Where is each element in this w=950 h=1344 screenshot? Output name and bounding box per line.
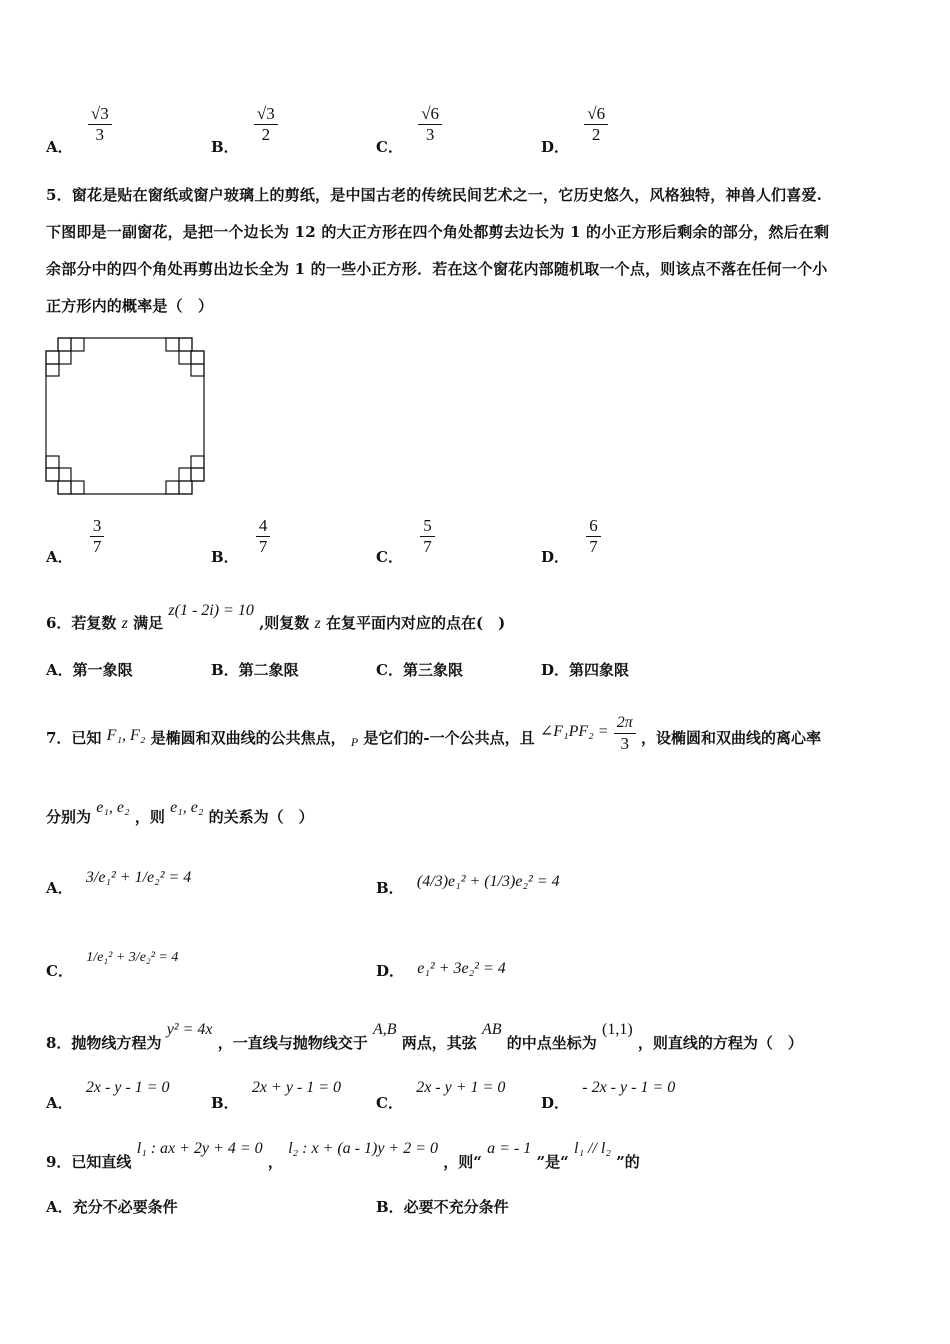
q7-option-d[interactable] [376, 935, 506, 980]
q5-stem [46, 177, 916, 325]
q5-option-c[interactable] [376, 516, 435, 566]
q9-mid1: ，则“ [443, 1153, 482, 1171]
q4-option-label: B． [211, 137, 239, 156]
q7-option-a-expr: 3/e₁² + 1/e₂² = 4 [85, 869, 192, 886]
q8-option-a[interactable] [46, 1076, 170, 1112]
q4-option-label: C． [376, 137, 403, 156]
q5-option-numerator: 6 [586, 516, 601, 537]
q4-option-numerator: √3 [88, 104, 112, 125]
q8-option-label: A． [46, 1094, 73, 1112]
q4-option-numerator: √3 [254, 104, 278, 125]
q4-option-a[interactable] [46, 104, 112, 156]
q8-parabola: y² = 4x [166, 1021, 213, 1038]
q7-mid1: 是椭圆和双曲线的公共焦点， [150, 728, 346, 747]
q8-option-c-expr: 2x - y + 1 = 0 [416, 1079, 506, 1096]
q4-option-numerator: √6 [418, 104, 442, 125]
q8-suffix: ，则直线的方程为（ ） [637, 1034, 803, 1052]
q7-stem-line1 [46, 693, 821, 753]
q6-prefix: 6．若复数 [46, 614, 117, 632]
q8-midpoint: (1,1) [602, 1021, 633, 1038]
q7-option-c-expr: 1/e₁² + 3/e₂² = 4 [86, 950, 179, 965]
q6-mid1: 满足 [133, 614, 164, 632]
q8-option-d-expr: - 2x - y - 1 = 0 [582, 1079, 676, 1096]
q9-stem [46, 1137, 640, 1171]
q6-var-z2: z [314, 615, 321, 632]
q5-option-numerator: 5 [420, 516, 435, 537]
q7-option-b-expr: (4/3)e₁² + (1/3)e₂² = 4 [416, 873, 560, 890]
q4-option-d[interactable] [541, 104, 608, 156]
q9-prefix: 9．已知直线 [46, 1153, 132, 1171]
q5-line-3: 余部分中的四个角处再剪出边长全为 1 的一些小正方形．若在这个窗花内部随机取一个点，则该点不落在任何一个小 [46, 260, 828, 278]
q7-point-p: P [350, 734, 359, 749]
q8-mid1: ，一直线与抛物线交于 [217, 1034, 368, 1052]
q5-option-numerator: 4 [256, 516, 271, 537]
q7-foci: F₁, F₂ [106, 726, 146, 744]
q5-option-label: A． [46, 547, 73, 566]
q8-option-d[interactable] [541, 1076, 676, 1112]
q5-option-label: B． [211, 547, 239, 566]
q9-cond1: a = - 1 [487, 1140, 532, 1157]
q9-suffix: ”的 [616, 1153, 640, 1171]
q4-option-b[interactable] [211, 104, 278, 156]
q4-option-c[interactable] [376, 104, 442, 156]
q9-option-a[interactable]: A．充分不必要条件 [46, 1198, 178, 1216]
q4-option-label: D． [541, 137, 570, 156]
q6-mid2: ,则复数 [259, 614, 310, 632]
q8-points: A,B [372, 1021, 397, 1038]
q7-option-c[interactable] [46, 935, 179, 980]
q8-mid3: 的中点坐标为 [506, 1034, 597, 1052]
q7-option-a[interactable] [46, 852, 192, 897]
q8-mid2: 两点，其弦 [401, 1034, 477, 1052]
q5-option-denominator: 7 [589, 537, 598, 556]
q8-option-b-expr: 2x + y - 1 = 0 [251, 1079, 342, 1096]
q8-option-label: D． [541, 1094, 570, 1112]
q6-var-z: z [121, 615, 128, 632]
q6-option-b[interactable]: B．第二象限 [211, 661, 299, 679]
q5-option-denominator: 7 [258, 537, 268, 556]
q8-option-a-expr: 2x - y - 1 = 0 [85, 1079, 170, 1096]
q7-mid2: 是它们的-一个公共点，且 [363, 728, 535, 747]
q7-angle-denominator: 3 [620, 734, 630, 753]
q6-stem [46, 602, 506, 633]
q7-angle: ∠F₁PF₂ = [539, 722, 609, 740]
q6-option-c[interactable]: C．第三象限 [376, 661, 463, 679]
q5-line-2: 下图即是一副窗花，是把一个边长为 12 的大正方形在四个角处都剪去边长为 1 的小正方形后剩余的部分，然后在剩 [46, 223, 830, 241]
q8-chord: AB [482, 1021, 502, 1038]
q7-line2-mid: ，则 [134, 808, 165, 826]
q4-option-numerator: √6 [584, 104, 608, 125]
q7-option-label: C． [46, 962, 73, 980]
q7-line2-suffix: 的关系为（ ） [208, 808, 314, 826]
q5-option-label: D． [541, 547, 570, 566]
q7-option-label: B． [376, 879, 404, 897]
q9-option-b[interactable]: B．必要不充分条件 [376, 1198, 509, 1216]
q4-option-denominator: 3 [95, 125, 105, 144]
q7-stem-line2 [46, 796, 314, 826]
q6-suffix: 在复平面内对应的点在( ) [326, 614, 506, 632]
q6-equation: z(1 - 2i) = 10 [168, 602, 254, 619]
q4-option-denominator: 2 [261, 125, 271, 144]
q5-option-numerator: 3 [90, 516, 105, 537]
q5-line-4: 正方形内的概率是（ ） [46, 297, 214, 315]
q9-line-l1: l₁ : ax + 2y + 4 = 0 [136, 1140, 263, 1157]
q8-option-b[interactable] [211, 1076, 342, 1112]
q5-option-label: C． [376, 547, 403, 566]
q4-option-label: A． [46, 137, 73, 156]
q8-stem [46, 1018, 803, 1052]
q5-option-denominator: 7 [423, 537, 432, 556]
q7-suffix: ，设椭圆和双曲线的离心率 [641, 728, 822, 747]
q9-sep: ， [267, 1153, 283, 1171]
q8-option-label: C． [376, 1094, 403, 1112]
q7-option-label: A． [46, 879, 73, 897]
q6-option-d[interactable]: D．第四象限 [541, 661, 630, 679]
q4-option-denominator: 2 [591, 125, 601, 144]
q7-angle-numerator: 2π [614, 713, 636, 734]
q9-cond2: l₁ // l₂ [574, 1140, 611, 1157]
q7-prefix: 7．已知 [46, 728, 102, 747]
q5-option-b[interactable] [211, 516, 270, 566]
q7-option-d-expr: e₁² + 3e₂² = 4 [417, 960, 506, 977]
q8-option-c[interactable] [376, 1076, 506, 1112]
q5-option-a[interactable] [46, 516, 104, 566]
q4-option-denominator: 3 [425, 125, 435, 144]
q7-option-b[interactable] [376, 852, 560, 897]
q7-ecc: e₁, e₂ [96, 799, 130, 816]
q6-option-a[interactable]: A．第一象限 [46, 661, 133, 679]
q5-option-denominator: 7 [92, 537, 102, 556]
window-flower-figure [44, 336, 208, 496]
q5-line-1: 5．窗花是贴在窗纸或窗户玻璃上的剪纸，是中国古老的传统民间艺术之一，它历史悠久，风格独特，神兽人们喜爱. [46, 186, 823, 204]
q5-option-d[interactable] [541, 516, 601, 566]
q7-ecc2: e₁, e₂ [170, 799, 204, 816]
q9-mid2: ”是“ [536, 1153, 569, 1171]
q8-prefix: 8．抛物线方程为 [46, 1034, 162, 1052]
q7-line2-prefix: 分别为 [46, 808, 92, 826]
q9-line-l2: l₂ : x + (a - 1)y + 2 = 0 [288, 1140, 439, 1157]
q7-option-label: D． [376, 962, 405, 980]
q8-option-label: B． [211, 1094, 239, 1112]
